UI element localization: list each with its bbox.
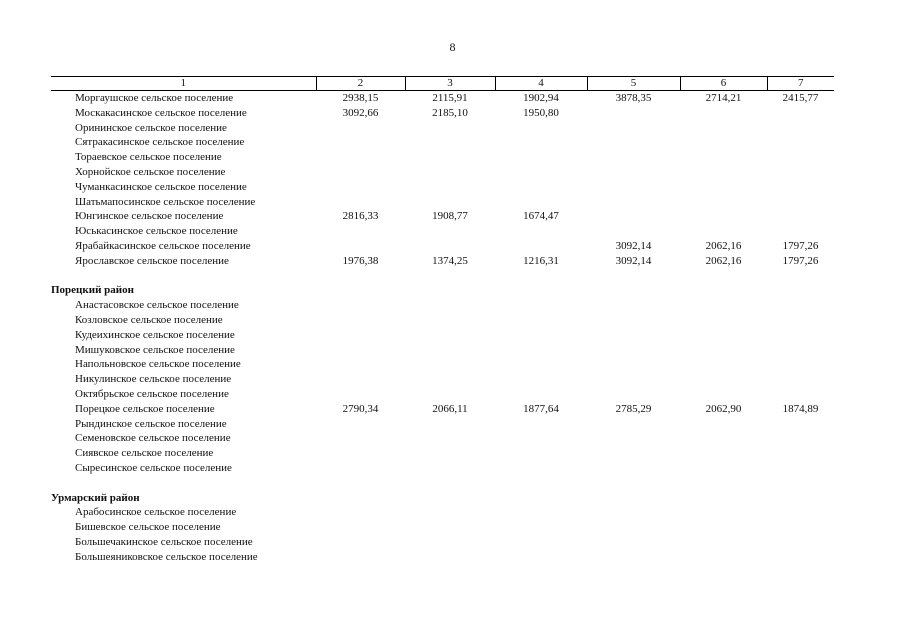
value-cell-col-6 (680, 328, 767, 343)
settlement-name: Большечакинское сельское поселение (75, 535, 253, 548)
value-cell-col-3 (405, 357, 495, 372)
value-cell-col-4 (495, 180, 587, 195)
header-cell-4: 4 (495, 77, 587, 91)
table-row (51, 254, 834, 269)
value-cell-col-2 (316, 431, 405, 446)
value-cell-col-2 (316, 224, 405, 239)
district-heading-row (51, 491, 834, 506)
value-cell-col-7 (767, 209, 834, 224)
value-cell-col-7 (767, 431, 834, 446)
header-cell-2: 2 (316, 77, 405, 91)
value-cell-col-6 (680, 520, 767, 535)
value-cell-col-6 (680, 313, 767, 328)
value-cell-col-5 (587, 328, 680, 343)
value-cell-col-5 (587, 209, 680, 224)
value-cell-col-4: 1216,31 (523, 254, 559, 267)
value-cell-col-6 (680, 180, 767, 195)
value-cell-col-2 (316, 372, 405, 387)
value-cell-col-4 (495, 328, 587, 343)
value-cell-col-2 (316, 239, 405, 254)
table-row (51, 446, 834, 461)
value-cell-col-5 (587, 520, 680, 535)
spacer-cell (51, 269, 834, 284)
value-cell-col-7 (767, 446, 834, 461)
district-heading-row (51, 283, 834, 298)
value-cell-col-6 (680, 387, 767, 402)
table-row (51, 372, 834, 387)
value-cell-col-2 (316, 195, 405, 210)
value-cell-col-4 (495, 417, 587, 432)
value-cell-col-4 (495, 165, 587, 180)
value-cell-col-2 (316, 135, 405, 150)
value-cell-col-7: 1874,89 (782, 402, 819, 415)
table-row (51, 121, 834, 136)
value-cell-col-5 (587, 150, 680, 165)
table-row (51, 239, 834, 254)
value-cell-col-3 (405, 520, 495, 535)
spacer-cell (51, 476, 834, 491)
settlement-name: Порецкое сельское поселение (75, 402, 215, 415)
value-cell-col-5 (587, 224, 680, 239)
settlement-name: Орининское сельское поселение (75, 121, 227, 134)
value-cell-col-5 (587, 431, 680, 446)
settlement-name: Кудеихинское сельское поселение (75, 328, 235, 341)
settlement-name: Моргаушское сельское поселение (75, 92, 234, 104)
table-row (51, 417, 834, 432)
tariff-table-container (51, 76, 834, 565)
value-cell-col-2 (316, 343, 405, 358)
value-cell-col-6 (680, 357, 767, 372)
value-cell-col-7 (767, 505, 834, 520)
value-cell-col-5 (587, 180, 680, 195)
value-cell-col-3: 2185,10 (432, 106, 468, 119)
value-cell-col-5: 3878,35 (615, 92, 652, 104)
settlement-name: Напольновское сельское поселение (75, 358, 241, 371)
value-cell-col-3 (405, 239, 495, 254)
value-cell-col-5 (587, 298, 680, 313)
value-cell-col-6 (680, 417, 767, 432)
value-cell-col-2: 2938,15 (342, 92, 379, 104)
value-cell-col-3: 2066,11 (432, 402, 468, 415)
value-cell-col-7: 2415,77 (782, 92, 819, 104)
table-row (51, 135, 834, 150)
settlement-name: Октябрьское сельское поселение (75, 387, 229, 400)
table-row (51, 357, 834, 372)
table-row (51, 461, 834, 476)
header-row (51, 77, 834, 91)
value-cell-col-3 (405, 372, 495, 387)
value-cell-col-6 (680, 372, 767, 387)
table-row (51, 91, 834, 106)
table-body (51, 91, 834, 565)
value-cell-col-7 (767, 520, 834, 535)
settlement-name: Анастасовское сельское поселение (75, 299, 239, 312)
value-cell-col-2 (316, 387, 405, 402)
value-cell-col-4 (495, 446, 587, 461)
table-row (51, 387, 834, 402)
value-cell-col-2: 2816,33 (342, 210, 379, 223)
value-cell-col-2 (316, 298, 405, 313)
value-cell-col-7 (767, 550, 834, 565)
value-cell-col-3: 1908,77 (432, 210, 468, 223)
value-cell-col-7 (767, 328, 834, 343)
value-cell-col-6 (680, 195, 767, 210)
value-cell-col-6 (680, 431, 767, 446)
value-cell-col-5 (587, 195, 680, 210)
value-cell-col-6 (680, 121, 767, 136)
value-cell-col-6: 2062,16 (705, 239, 742, 252)
value-cell-col-7 (767, 313, 834, 328)
value-cell-col-6 (680, 550, 767, 565)
settlement-name: Хорнойское сельское поселение (75, 165, 226, 178)
value-cell-col-2 (316, 505, 405, 520)
settlement-name: Семеновское сельское поселение (75, 432, 231, 445)
value-cell-col-3 (405, 505, 495, 520)
value-cell-col-2 (316, 520, 405, 535)
value-cell-col-6: 2714,21 (705, 92, 742, 104)
settlement-name: Чуманкасинское сельское поселение (75, 180, 247, 193)
table-row (51, 402, 834, 417)
value-cell-col-6 (680, 224, 767, 239)
header-cell-5: 5 (587, 77, 680, 91)
value-cell-col-3 (405, 446, 495, 461)
value-cell-col-7: 1797,26 (782, 239, 819, 252)
table-row (51, 195, 834, 210)
value-cell-col-4: 1902,94 (523, 92, 559, 104)
value-cell-col-5 (587, 417, 680, 432)
settlement-name: Ярославское сельское поселение (75, 254, 229, 267)
value-cell-col-4 (495, 150, 587, 165)
value-cell-col-2 (316, 313, 405, 328)
table-row (51, 313, 834, 328)
value-cell-col-6 (680, 535, 767, 550)
value-cell-col-4 (495, 239, 587, 254)
value-cell-col-4 (495, 461, 587, 476)
value-cell-col-3 (405, 343, 495, 358)
settlement-name: Москакасинское сельское поселение (75, 106, 247, 119)
settlement-name: Сыресинское сельское поселение (75, 461, 232, 474)
district-heading: Урмарский район (51, 491, 140, 504)
value-cell-col-4 (495, 520, 587, 535)
value-cell-col-2: 3092,66 (342, 106, 379, 119)
value-cell-col-7: 1797,26 (782, 254, 819, 267)
value-cell-col-5: 2785,29 (615, 402, 652, 415)
value-cell-col-7 (767, 135, 834, 150)
value-cell-col-7 (767, 224, 834, 239)
value-cell-col-4 (495, 195, 587, 210)
value-cell-col-6 (680, 298, 767, 313)
settlement-name: Арабосинское сельское поселение (75, 506, 237, 519)
value-cell-col-5 (587, 135, 680, 150)
value-cell-col-6: 2062,90 (705, 402, 742, 415)
value-cell-col-6 (680, 165, 767, 180)
value-cell-col-2 (316, 165, 405, 180)
table-row (51, 505, 834, 520)
value-cell-col-7 (767, 417, 834, 432)
value-cell-col-7 (767, 106, 834, 121)
settlement-name: Мишуковское сельское поселение (75, 343, 235, 356)
settlement-name: Бишевское сельское поселение (75, 521, 221, 534)
value-cell-col-6 (680, 461, 767, 476)
value-cell-col-5 (587, 372, 680, 387)
value-cell-col-3 (405, 550, 495, 565)
value-cell-col-6: 2062,16 (705, 254, 742, 267)
value-cell-col-2 (316, 121, 405, 136)
settlement-name: Козловское сельское поселение (75, 313, 223, 326)
value-cell-col-5 (587, 505, 680, 520)
value-cell-col-5 (587, 446, 680, 461)
value-cell-col-4 (495, 121, 587, 136)
value-cell-col-2 (316, 535, 405, 550)
value-cell-col-6 (680, 135, 767, 150)
table-row (51, 209, 834, 224)
value-cell-col-2 (316, 417, 405, 432)
tariff-table (51, 76, 834, 565)
value-cell-col-3 (405, 180, 495, 195)
value-cell-col-3 (405, 313, 495, 328)
settlement-name: Юнгинское сельское поселение (75, 210, 224, 223)
value-cell-col-4 (495, 298, 587, 313)
district-heading: Порецкий район (51, 284, 134, 297)
table-header (51, 77, 834, 91)
value-cell-col-4 (495, 387, 587, 402)
settlement-name: Рындинское сельское поселение (75, 417, 227, 430)
value-cell-col-5 (587, 121, 680, 136)
value-cell-col-3: 2115,91 (432, 92, 468, 104)
value-cell-col-2 (316, 357, 405, 372)
value-cell-col-3 (405, 135, 495, 150)
page-number: 8 (449, 40, 456, 54)
value-cell-col-4 (495, 224, 587, 239)
value-cell-col-3 (405, 224, 495, 239)
settlement-name: Никулинское сельское поселение (75, 373, 232, 386)
value-cell-col-5: 3092,14 (615, 254, 652, 267)
value-cell-col-2 (316, 150, 405, 165)
value-cell-col-7 (767, 195, 834, 210)
value-cell-col-7 (767, 387, 834, 402)
value-cell-col-7 (767, 121, 834, 136)
value-cell-col-2 (316, 328, 405, 343)
value-cell-col-3 (405, 298, 495, 313)
value-cell-col-3 (405, 165, 495, 180)
table-row (51, 343, 834, 358)
value-cell-col-4 (495, 550, 587, 565)
table-row (51, 328, 834, 343)
value-cell-col-6 (680, 343, 767, 358)
value-cell-col-4 (495, 135, 587, 150)
value-cell-col-3 (405, 431, 495, 446)
value-cell-col-7 (767, 165, 834, 180)
value-cell-col-5 (587, 313, 680, 328)
value-cell-col-5 (587, 387, 680, 402)
value-cell-col-5 (587, 165, 680, 180)
value-cell-col-4 (495, 535, 587, 550)
value-cell-col-3: 1374,25 (432, 254, 468, 267)
table-row (51, 224, 834, 239)
table-row (51, 550, 834, 565)
value-cell-col-2: 1976,38 (342, 254, 379, 267)
value-cell-col-7 (767, 298, 834, 313)
settlement-name: Шатьмапосинское сельское поселение (75, 195, 256, 208)
table-row (51, 535, 834, 550)
header-cell-6: 6 (680, 77, 767, 91)
value-cell-col-5 (587, 357, 680, 372)
table-row (51, 298, 834, 313)
value-cell-col-6 (680, 209, 767, 224)
value-cell-col-2: 2790,34 (342, 402, 379, 415)
settlement-name: Сиявское сельское поселение (75, 447, 214, 460)
value-cell-col-7 (767, 461, 834, 476)
value-cell-col-4 (495, 431, 587, 446)
value-cell-col-3 (405, 461, 495, 476)
settlement-name: Большеяниковское сельское поселение (75, 550, 258, 563)
value-cell-col-2 (316, 180, 405, 195)
table-row (51, 106, 834, 121)
value-cell-col-6 (680, 106, 767, 121)
value-cell-col-4 (495, 505, 587, 520)
spacer-row (51, 476, 834, 491)
value-cell-col-4 (495, 343, 587, 358)
value-cell-col-3 (405, 387, 495, 402)
value-cell-col-4: 1877,64 (523, 402, 559, 415)
settlement-name: Тораевское сельское поселение (75, 151, 222, 164)
table-row (51, 165, 834, 180)
value-cell-col-6 (680, 505, 767, 520)
table-row (51, 180, 834, 195)
value-cell-col-5: 3092,14 (615, 239, 652, 252)
table-row (51, 431, 834, 446)
header-cell-7: 7 (767, 77, 834, 91)
value-cell-col-4: 1674,47 (523, 210, 559, 223)
value-cell-col-5 (587, 550, 680, 565)
value-cell-col-2 (316, 446, 405, 461)
value-cell-col-3 (405, 195, 495, 210)
value-cell-col-6 (680, 150, 767, 165)
value-cell-col-4: 1950,80 (523, 106, 559, 119)
value-cell-col-7 (767, 180, 834, 195)
value-cell-col-3 (405, 328, 495, 343)
value-cell-col-7 (767, 535, 834, 550)
value-cell-col-5 (587, 461, 680, 476)
settlement-name: Сятракасинское сельское поселение (75, 136, 245, 149)
spacer-row (51, 269, 834, 284)
header-cell-1: 1 (51, 77, 316, 91)
value-cell-col-4 (495, 372, 587, 387)
value-cell-col-4 (495, 313, 587, 328)
settlement-name: Юськасинское сельское поселение (75, 225, 238, 238)
header-cell-3: 3 (405, 77, 495, 91)
value-cell-col-7 (767, 357, 834, 372)
value-cell-col-7 (767, 150, 834, 165)
value-cell-col-2 (316, 461, 405, 476)
value-cell-col-7 (767, 343, 834, 358)
value-cell-col-5 (587, 343, 680, 358)
value-cell-col-2 (316, 550, 405, 565)
value-cell-col-7 (767, 372, 834, 387)
value-cell-col-3 (405, 417, 495, 432)
value-cell-col-3 (405, 121, 495, 136)
value-cell-col-3 (405, 150, 495, 165)
value-cell-col-5 (587, 106, 680, 121)
settlement-name: Ярабайкасинское сельское поселение (75, 239, 251, 252)
table-row (51, 520, 834, 535)
value-cell-col-5 (587, 535, 680, 550)
value-cell-col-4 (495, 357, 587, 372)
table-row (51, 150, 834, 165)
value-cell-col-6 (680, 446, 767, 461)
value-cell-col-3 (405, 535, 495, 550)
